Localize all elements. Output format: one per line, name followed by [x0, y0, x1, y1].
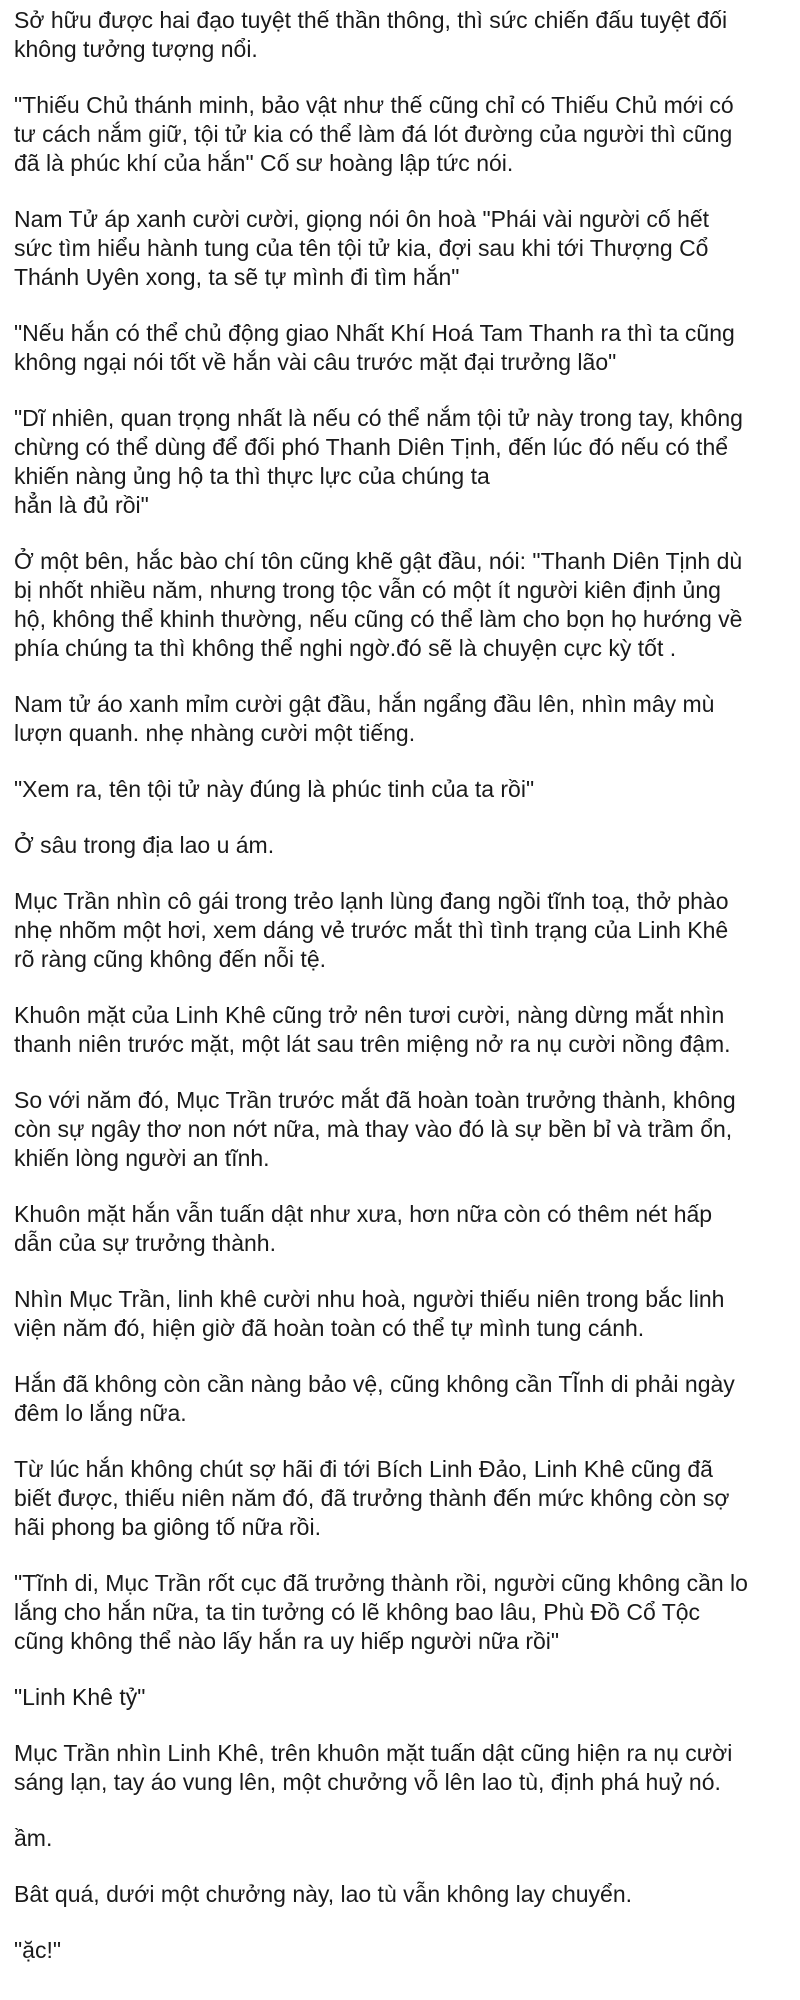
text-line: hộ, không thể khinh thường, nếu cũng có thể làm cho bọn họ hướng về [14, 606, 743, 632]
paragraph [14, 887, 792, 974]
text-line: Nam tử áo xanh mỉm cười gật đầu, hắn ngẩng đầu lên, nhìn mây mù [14, 691, 715, 717]
text-line: không ngại nói tốt về hắn vài câu trước mặt đại trưởng lão" [14, 349, 617, 375]
text-line: "Xem ra, tên tội tử này đúng là phúc tinh của ta rồi" [14, 776, 535, 802]
text-line: Khuôn mặt của Linh Khê cũng trở nên tươi cười, nàng dừng mắt nhìn [14, 1002, 725, 1028]
text-line: "Dĩ nhiên, quan trọng nhất là nếu có thể nắm tội tử này trong tay, không [14, 405, 743, 431]
text-line: tư cách nắm giữ, tội tử kia có thể làm đá lót đường của người thì cũng [14, 121, 733, 147]
paragraph [14, 319, 792, 377]
text-line: Ở sâu trong địa lao u ám. [14, 832, 275, 858]
paragraph [14, 1824, 792, 1853]
paragraph [14, 1455, 792, 1542]
text-line: Khuôn mặt hắn vẫn tuấn dật như xưa, hơn nữa còn có thêm nét hấp [14, 1201, 713, 1227]
text-line: bị nhốt nhiều năm, nhưng trong tộc vẫn có một ít người kiên định ủng [14, 577, 721, 603]
text-line: khiến nàng ủng hộ ta thì thực lực của chúng ta [14, 463, 490, 489]
text-line: hãi phong ba giông tố nữa rồi. [14, 1514, 321, 1540]
paragraph [14, 1285, 792, 1343]
text-line: "Tĩnh di, Mục Trần rốt cục đã trưởng thành rồi, người cũng không cần lo [14, 1570, 748, 1596]
paragraph [14, 831, 792, 860]
text-line: viện năm đó, hiện giờ đã hoàn toàn có thể tự mình tung cánh. [14, 1315, 645, 1341]
text-line: Sở hữu được hai đạo tuyệt thế thần thông, thì sức chiến đấu tuyệt đối [14, 7, 728, 33]
text-line: sáng lạn, tay áo vung lên, một chưởng vỗ lên lao tù, định phá huỷ nó. [14, 1769, 721, 1795]
text-line: đêm lo lắng nữa. [14, 1400, 187, 1426]
text-line: "Thiếu Chủ thánh minh, bảo vật như thế cũng chỉ có Thiếu Chủ mới có [14, 92, 734, 118]
text-line: ầm. [14, 1825, 53, 1851]
paragraph [14, 1370, 792, 1428]
text-line: đã là phúc khí của hắn" Cố sư hoàng lập tức nói. [14, 150, 514, 176]
paragraph [14, 6, 792, 64]
text-line: "Nếu hắn có thể chủ động giao Nhất Khí Hoá Tam Thanh ra thì ta cũng [14, 320, 735, 346]
story-text [14, 6, 792, 1965]
text-line: So với năm đó, Mục Trần trước mắt đã hoàn toàn trưởng thành, không [14, 1087, 736, 1113]
text-line: Mục Trần nhìn cô gái trong trẻo lạnh lùng đang ngồi tĩnh toạ, thở phào [14, 888, 729, 914]
text-line: sức tìm hiểu hành tung của tên tội tử kia, đợi sau khi tới Thượng Cổ [14, 235, 709, 261]
text-line: Nam Tử áp xanh cười cười, giọng nói ôn hoà "Phái vài người cố hết [14, 206, 710, 232]
paragraph [14, 775, 792, 804]
text-line: còn sự ngây thơ non nớt nữa, mà thay vào đó là sự bền bỉ và trầm ổn, [14, 1116, 733, 1142]
paragraph [14, 404, 792, 520]
text-line: "ặc!" [14, 1937, 62, 1963]
text-line: "Linh Khê tỷ" [14, 1684, 146, 1710]
text-line: Nhìn Mục Trần, linh khê cười nhu hoà, người thiếu niên trong bắc linh [14, 1286, 725, 1312]
paragraph [14, 690, 792, 748]
text-line: cũng không thể nào lấy hắn ra uy hiếp người nữa rồi" [14, 1628, 560, 1654]
text-line: lượn quanh. nhẹ nhàng cười một tiếng. [14, 720, 416, 746]
text-line: biết được, thiếu niên năm đó, đã trưởng thành đến mức không còn sợ [14, 1485, 730, 1511]
text-line: thanh niên trước mặt, một lát sau trên miệng nở ra nụ cười nồng đậm. [14, 1031, 731, 1057]
text-line: rõ ràng cũng không đến nỗi tệ. [14, 946, 327, 972]
text-line: hẳn là đủ rồi" [14, 492, 149, 518]
paragraph [14, 1739, 792, 1797]
paragraph [14, 1880, 792, 1909]
paragraph [14, 1086, 792, 1173]
paragraph [14, 1936, 792, 1965]
text-line: không tưởng tượng nổi. [14, 36, 258, 62]
text-line: Từ lúc hắn không chút sợ hãi đi tới Bích Linh Đảo, Linh Khê cũng đã [14, 1456, 713, 1482]
text-line: chừng có thể dùng để đối phó Thanh Diên Tịnh, đến lúc đó nếu có thể [14, 434, 729, 460]
paragraph [14, 1569, 792, 1656]
text-line: khiến lòng người an tĩnh. [14, 1145, 270, 1171]
paragraph [14, 547, 792, 663]
paragraph [14, 205, 792, 292]
text-line: lắng cho hắn nữa, ta tin tưởng có lẽ không bao lâu, Phù Đồ Cổ Tộc [14, 1599, 701, 1625]
text-line: Mục Trần nhìn Linh Khê, trên khuôn mặt tuấn dật cũng hiện ra nụ cười [14, 1740, 733, 1766]
text-line: Bât quá, dưới một chưởng này, lao tù vẫn không lay chuyển. [14, 1881, 633, 1907]
text-line: Ở một bên, hắc bào chí tôn cũng khẽ gật đầu, nói: "Thanh Diên Tịnh dù [14, 548, 743, 574]
text-line: Thánh Uyên xong, ta sẽ tự mình đi tìm hắn" [14, 264, 460, 290]
paragraph [14, 1200, 792, 1258]
text-line: dẫn của sự trưởng thành. [14, 1230, 276, 1256]
text-line: nhẹ nhõm một hơi, xem dáng vẻ trước mắt thì tình trạng của Linh Khê [14, 917, 729, 943]
paragraph [14, 1683, 792, 1712]
paragraph [14, 1001, 792, 1059]
paragraph [14, 91, 792, 178]
text-line: Hắn đã không còn cần nàng bảo vệ, cũng không cần TĨnh di phải ngày [14, 1371, 735, 1397]
text-line: phía chúng ta thì không thể nghi ngờ.đó sẽ là chuyện cực kỳ tốt . [14, 635, 677, 661]
